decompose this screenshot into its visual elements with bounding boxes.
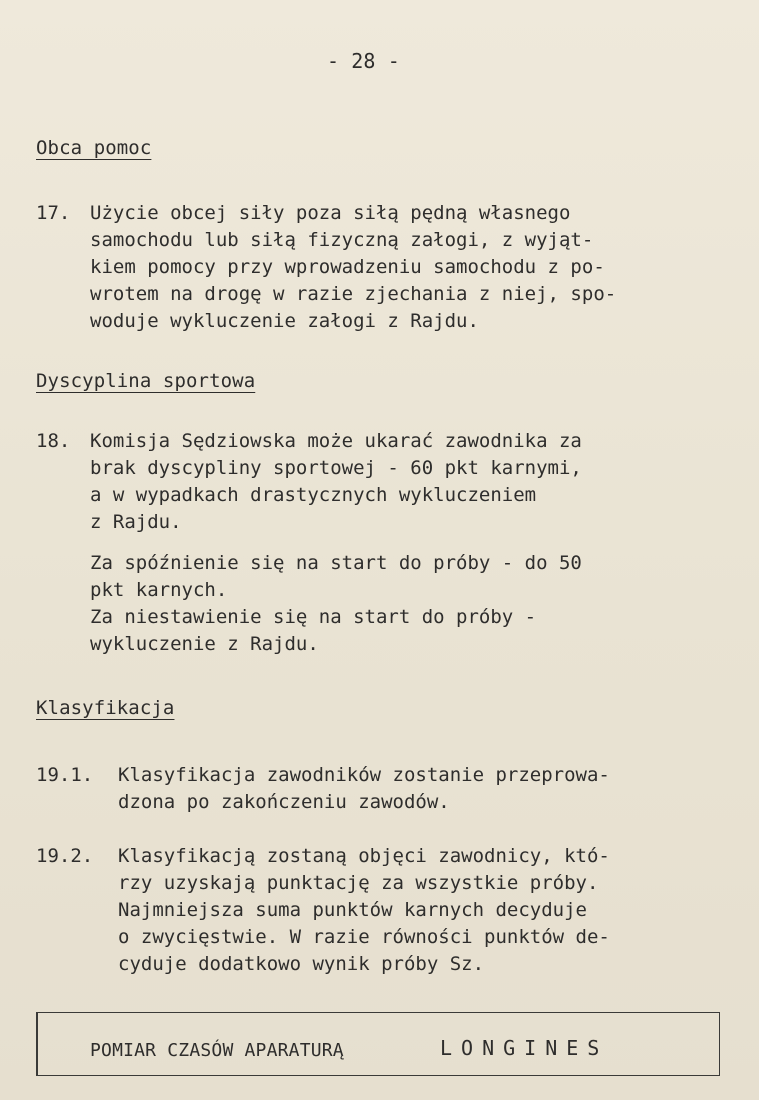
item-18-extra-line-3: Za niestawienie się na start do próby - — [90, 606, 537, 628]
item-18-line-3: a w wypadkach drastycznych wykluczeniem — [90, 484, 537, 506]
item-17-line-2: samochodu lub siłą fizyczną załogi, z wyjąt- — [90, 229, 594, 251]
item-18-line-1: Komisja Sędziowska może ukarać zawodnika za — [90, 430, 582, 452]
footer-brand: LONGINES — [440, 1036, 609, 1060]
item-number-17: 17. — [36, 202, 71, 224]
section-heading-klasyfikacja: Klasyfikacja — [36, 697, 175, 719]
item-19-1-line-2: dzona po zakończeniu zawodów. — [118, 791, 450, 813]
item-17-line-1: Użycie obcej siły poza siłą pędną własnego — [90, 202, 571, 224]
item-17-line-5: woduje wykluczenie załogi z Rajdu. — [90, 310, 479, 332]
item-18-extra-line-4: wykluczenie z Rajdu. — [90, 633, 319, 655]
item-18-extra-line-2: pkt karnych. — [90, 579, 228, 601]
item-19-1-line-1: Klasyfikacja zawodników zostanie przeprowa- — [118, 764, 610, 786]
item-number-19-1: 19.1. — [36, 764, 94, 786]
item-18-extra-line-1: Za spóźnienie się na start do próby - do 50 — [90, 552, 582, 574]
item-19-2-line-3: Najmniejsza suma punktów karnych decyduje — [118, 899, 587, 921]
item-19-2-line-1: Klasyfikacją zostaną objęci zawodnicy, któ- — [118, 845, 610, 867]
item-17-line-4: wrotem na drogę w razie zjechania z niej, spo- — [90, 283, 617, 305]
item-19-2-line-4: o zwycięstwie. W razie równości punktów de- — [118, 926, 610, 948]
section-heading-obca-pomoc: Obca pomoc — [36, 137, 152, 159]
item-19-2-line-5: cyduje dodatkowo wynik próby Sz. — [118, 953, 485, 975]
page-number: - 28 - — [327, 49, 400, 73]
footer-timing-label: POMIAR CZASÓW APARATURĄ — [90, 1040, 344, 1061]
item-18-line-4: z Rajdu. — [90, 511, 182, 533]
section-heading-dyscyplina: Dyscyplina sportowa — [36, 370, 256, 392]
item-17-line-3: kiem pomocy przy wprowadzeniu samochodu z po- — [90, 256, 605, 278]
item-18-line-2: brak dyscypliny sportowej - 60 pkt karnymi, — [90, 457, 582, 479]
item-number-19-2: 19.2. — [36, 845, 94, 867]
item-19-2-line-2: rzy uzyskają punktację za wszystkie próby. — [118, 872, 599, 894]
item-number-18: 18. — [36, 430, 71, 452]
